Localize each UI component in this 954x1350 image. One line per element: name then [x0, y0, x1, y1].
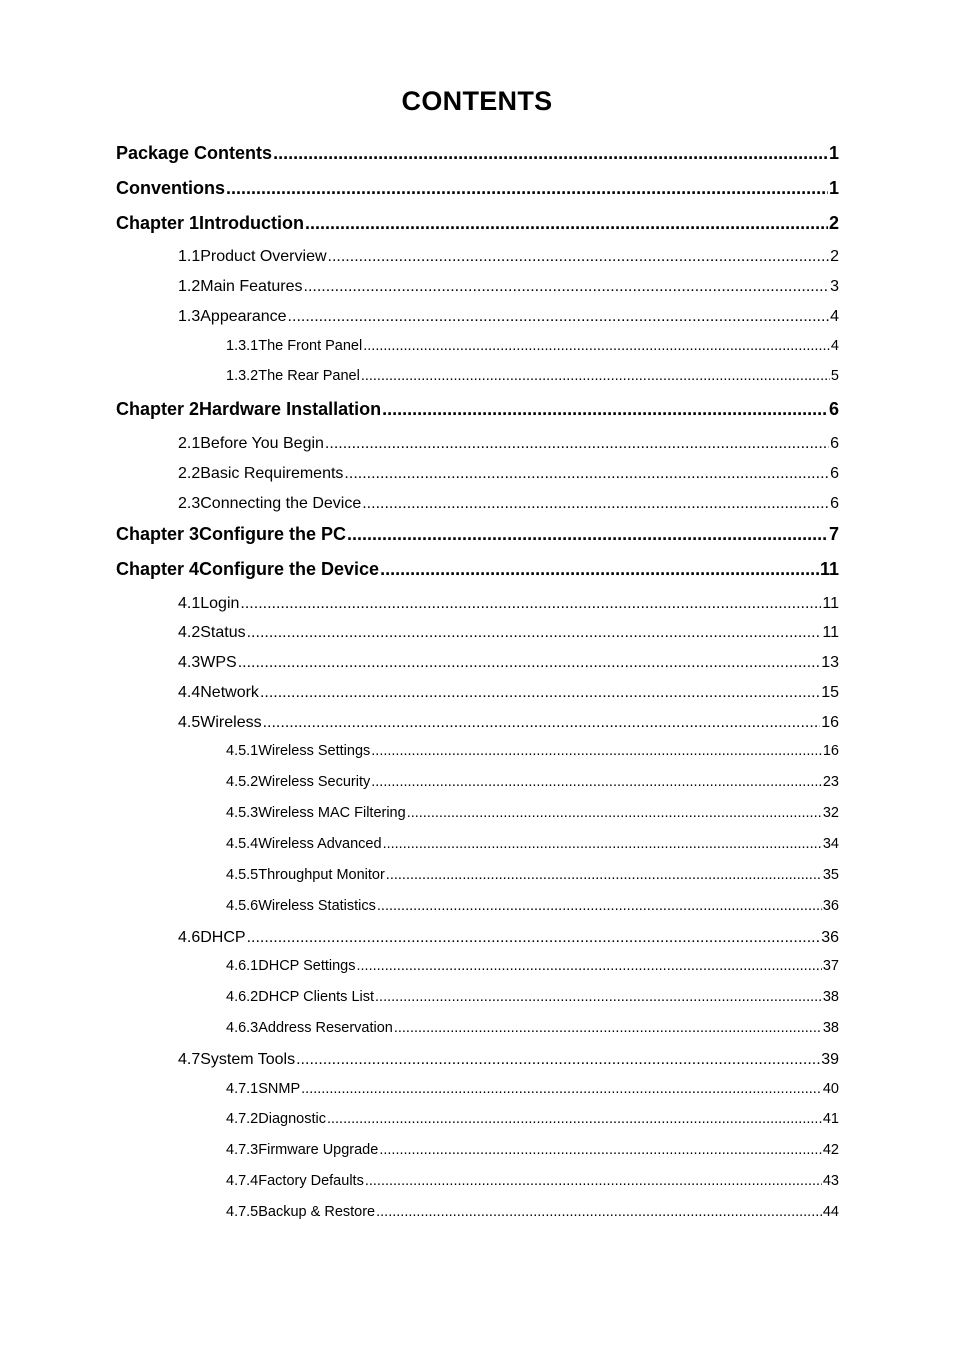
toc-entry-page: 11 [822, 595, 839, 612]
toc-dot-leader [301, 1081, 822, 1097]
toc-entry-number: 4.6.3 [226, 1020, 259, 1036]
toc-entry-number: 4.5.2 [226, 774, 259, 790]
toc-entry-page: 37 [822, 958, 839, 974]
toc-entry-label: WPS [200, 654, 237, 671]
toc-entry-page: 39 [821, 1051, 839, 1068]
toc-entry-label: Before You Begin [200, 435, 324, 452]
toc-entry-page: 11 [819, 559, 839, 579]
toc-entry-page: 2 [828, 213, 839, 233]
toc-dot-leader [383, 836, 822, 852]
toc-entry[interactable] [178, 714, 839, 732]
toc-entry-label: DHCP Clients List [258, 989, 375, 1005]
toc-entry[interactable] [116, 213, 839, 234]
toc-entry-number: 4.5.6 [226, 898, 259, 914]
toc-entry-label: Main Features [200, 278, 303, 295]
toc-entry-label: Basic Requirements [200, 465, 344, 482]
toc-dot-leader [328, 248, 830, 266]
toc-entry-number: 4.5.3 [226, 805, 259, 821]
toc-entry-page: 41 [822, 1111, 839, 1127]
toc-entry-label: Configure the Device [199, 559, 380, 579]
toc-dot-leader [357, 958, 822, 974]
toc-dot-leader [361, 368, 830, 384]
toc-dot-leader [371, 774, 822, 790]
toc-entry[interactable] [226, 836, 839, 852]
toc-entry-number: 4.3 [178, 654, 201, 671]
toc-dot-leader [362, 495, 829, 513]
toc-dot-leader [263, 714, 821, 732]
toc-entry-label: Network [200, 684, 259, 701]
toc-entry[interactable] [178, 624, 839, 642]
toc-entry-page: 5 [830, 368, 839, 384]
toc-entry[interactable] [178, 465, 839, 483]
toc-entry-page: 2 [830, 248, 839, 265]
toc-entry-number: 2.1 [178, 435, 201, 452]
toc-entry[interactable] [178, 435, 839, 453]
toc-entry-number: 4.5.4 [226, 836, 259, 852]
toc-dot-leader [375, 989, 822, 1005]
toc-dot-leader [386, 867, 822, 883]
toc-entry-number: 4.6.1 [226, 958, 259, 974]
toc-entry[interactable] [226, 1173, 839, 1189]
toc-entry-label: Configure the PC [199, 524, 347, 544]
toc-entry-number: 1.1 [178, 248, 201, 265]
toc-entry-page: 36 [821, 929, 839, 946]
toc-entry-page: 6 [830, 465, 839, 482]
toc-entry[interactable] [116, 399, 839, 420]
toc-entry[interactable] [116, 143, 839, 164]
toc-dot-leader [304, 278, 830, 296]
toc-dot-leader [296, 1051, 820, 1069]
toc-entry[interactable] [178, 929, 839, 947]
toc-entry-number: 4.6.2 [226, 989, 259, 1005]
toc-entry-page: 1 [828, 178, 839, 198]
toc-dot-leader [407, 805, 822, 821]
toc-entry-label: Firmware Upgrade [258, 1142, 379, 1158]
toc-dot-leader [371, 743, 822, 759]
toc-entry-label: Wireless [200, 714, 262, 731]
toc-entry-page: 35 [822, 867, 839, 883]
toc-entry-number: Chapter 4 [116, 559, 200, 579]
toc-entry-page: 32 [822, 805, 839, 821]
toc-entry-page: 6 [828, 399, 839, 419]
toc-entry[interactable] [226, 1111, 839, 1127]
toc-entry-number: 4.4 [178, 684, 201, 701]
toc-entry-label: Factory Defaults [258, 1173, 364, 1189]
toc-entry-label: Status [200, 624, 246, 641]
toc-dot-leader [363, 338, 830, 354]
toc-dot-leader [226, 178, 828, 199]
toc-dot-leader [247, 624, 822, 642]
toc-entry[interactable] [226, 867, 839, 883]
toc-entry[interactable] [226, 1142, 839, 1158]
toc-entry[interactable] [226, 1081, 839, 1097]
toc-entry[interactable] [178, 248, 839, 266]
toc-dot-leader [325, 435, 829, 453]
toc-entry-number: Chapter 2 [116, 399, 200, 419]
toc-dot-leader [305, 213, 828, 234]
toc-dot-leader [240, 595, 821, 613]
toc-dot-leader [273, 143, 828, 164]
toc-dot-leader [327, 1111, 822, 1127]
toc-entry-number: 4.5.1 [226, 743, 259, 759]
toc-entry-page: 3 [830, 278, 839, 295]
toc-entry-page: 34 [822, 836, 839, 852]
toc-entry-page: 16 [822, 743, 839, 759]
toc-entry-number: 4.7.3 [226, 1142, 259, 1158]
toc-entry-number: 1.3 [178, 308, 201, 325]
toc-entry-number: 4.7.4 [226, 1173, 259, 1189]
toc-entry-label: The Rear Panel [258, 368, 360, 384]
toc-dot-leader [247, 929, 821, 947]
toc-entry-label: Wireless Advanced [258, 836, 382, 852]
toc-entry-number: 2.2 [178, 465, 201, 482]
toc-entry[interactable] [226, 1204, 839, 1220]
toc-entry-label: Hardware Installation [199, 399, 382, 419]
toc-entry[interactable] [178, 308, 839, 326]
toc-entry[interactable] [116, 178, 839, 199]
toc-entry-number: 1.3.2 [226, 368, 259, 384]
toc-entry-label: Wireless Security [258, 774, 371, 790]
toc-entry-label: Package Contents [116, 143, 273, 163]
toc-entry-number: 4.2 [178, 624, 201, 641]
toc-entry-label: DHCP [200, 929, 246, 946]
toc-entry[interactable] [178, 654, 839, 672]
toc-entry-page: 36 [822, 898, 839, 914]
toc-entry-number: 4.7.1 [226, 1081, 259, 1097]
toc-entry-page: 7 [828, 524, 839, 544]
toc-entry-number: 4.7.5 [226, 1204, 259, 1220]
toc-entry-page: 6 [830, 495, 839, 512]
toc-entry-label: Appearance [200, 308, 287, 325]
toc-entry-page: 16 [821, 714, 839, 731]
toc-entry[interactable] [226, 989, 839, 1005]
toc-entry-page: 11 [822, 624, 839, 641]
toc-dot-leader [382, 399, 828, 420]
toc-entry[interactable] [226, 743, 839, 759]
toc-entry[interactable] [226, 805, 839, 821]
toc-dot-leader [238, 654, 821, 672]
toc-entry-label: Wireless Settings [258, 743, 371, 759]
toc-entry-page: 42 [822, 1142, 839, 1158]
toc-dot-leader [394, 1020, 822, 1036]
toc-entry[interactable] [226, 368, 839, 384]
toc-entry-number: 4.5.5 [226, 867, 259, 883]
toc-entry-number: 1.2 [178, 278, 201, 295]
toc-entry-page: 38 [822, 989, 839, 1005]
toc-dot-leader [376, 1204, 822, 1220]
toc-entry-number: 4.1 [178, 595, 201, 612]
toc-entry-label: Login [200, 595, 240, 612]
toc-dot-leader [347, 524, 828, 545]
toc-entry-number: Chapter 1 [116, 213, 200, 233]
toc-entry[interactable] [178, 1051, 839, 1069]
toc-entry-label: SNMP [258, 1081, 301, 1097]
toc-entry-label: Backup & Restore [258, 1204, 376, 1220]
toc-entry-label: System Tools [200, 1051, 296, 1068]
toc-entry-page: 4 [830, 338, 839, 354]
toc-entry-number: Chapter 3 [116, 524, 200, 544]
toc-entry-page: 44 [822, 1204, 839, 1220]
toc-entry-label: Conventions [116, 178, 226, 198]
toc-entry[interactable] [178, 495, 839, 513]
toc-dot-leader [288, 308, 830, 326]
toc-entry-label: Address Reservation [258, 1020, 393, 1036]
toc-entry[interactable] [116, 524, 839, 545]
toc-entry-page: 6 [830, 435, 839, 452]
toc-entry-page: 40 [822, 1081, 839, 1097]
toc-entry-number: 4.5 [178, 714, 201, 731]
toc-entry-page: 1 [828, 143, 839, 163]
toc-dot-leader [260, 684, 820, 702]
toc-entry-page: 23 [822, 774, 839, 790]
toc-entry[interactable] [178, 278, 839, 296]
toc-entry-page: 43 [822, 1173, 839, 1189]
toc-entry-label: Diagnostic [258, 1111, 326, 1127]
toc-entry-number: 4.6 [178, 929, 201, 946]
toc-entry-label: DHCP Settings [258, 958, 356, 974]
toc-dot-leader [379, 1142, 822, 1158]
toc-entry[interactable] [226, 338, 839, 354]
toc-entry[interactable] [178, 595, 839, 613]
toc-entry-label: The Front Panel [258, 338, 363, 354]
toc-dot-leader [377, 898, 822, 914]
toc-entry[interactable] [226, 774, 839, 790]
toc-entry[interactable] [178, 684, 839, 702]
toc-entry-page: 38 [822, 1020, 839, 1036]
toc-entry[interactable] [116, 559, 839, 580]
toc-entry[interactable] [226, 1020, 839, 1036]
toc-entry-page: 4 [830, 308, 839, 325]
toc-entry[interactable] [226, 958, 839, 974]
toc-entry[interactable] [226, 898, 839, 914]
toc-entry-page: 13 [821, 654, 839, 671]
toc-entry-number: 4.7.2 [226, 1111, 259, 1127]
toc-dot-leader [344, 465, 829, 483]
toc-dot-leader [365, 1173, 822, 1189]
toc-entry-label: Introduction [199, 213, 305, 233]
toc-entry-label: Wireless Statistics [258, 898, 376, 914]
toc-entry-number: 2.3 [178, 495, 201, 512]
toc-dot-leader [380, 559, 819, 580]
toc-entry-page: 15 [821, 684, 839, 701]
toc-entry-number: 1.3.1 [226, 338, 259, 354]
page-title: CONTENTS [401, 86, 553, 116]
toc-entry-label: Throughput Monitor [258, 867, 385, 883]
toc-entry-label: Connecting the Device [200, 495, 362, 512]
toc-entry-number: 4.7 [178, 1051, 201, 1068]
toc-entry-label: Product Overview [200, 248, 327, 265]
toc-entry-label: Wireless MAC Filtering [258, 805, 406, 821]
